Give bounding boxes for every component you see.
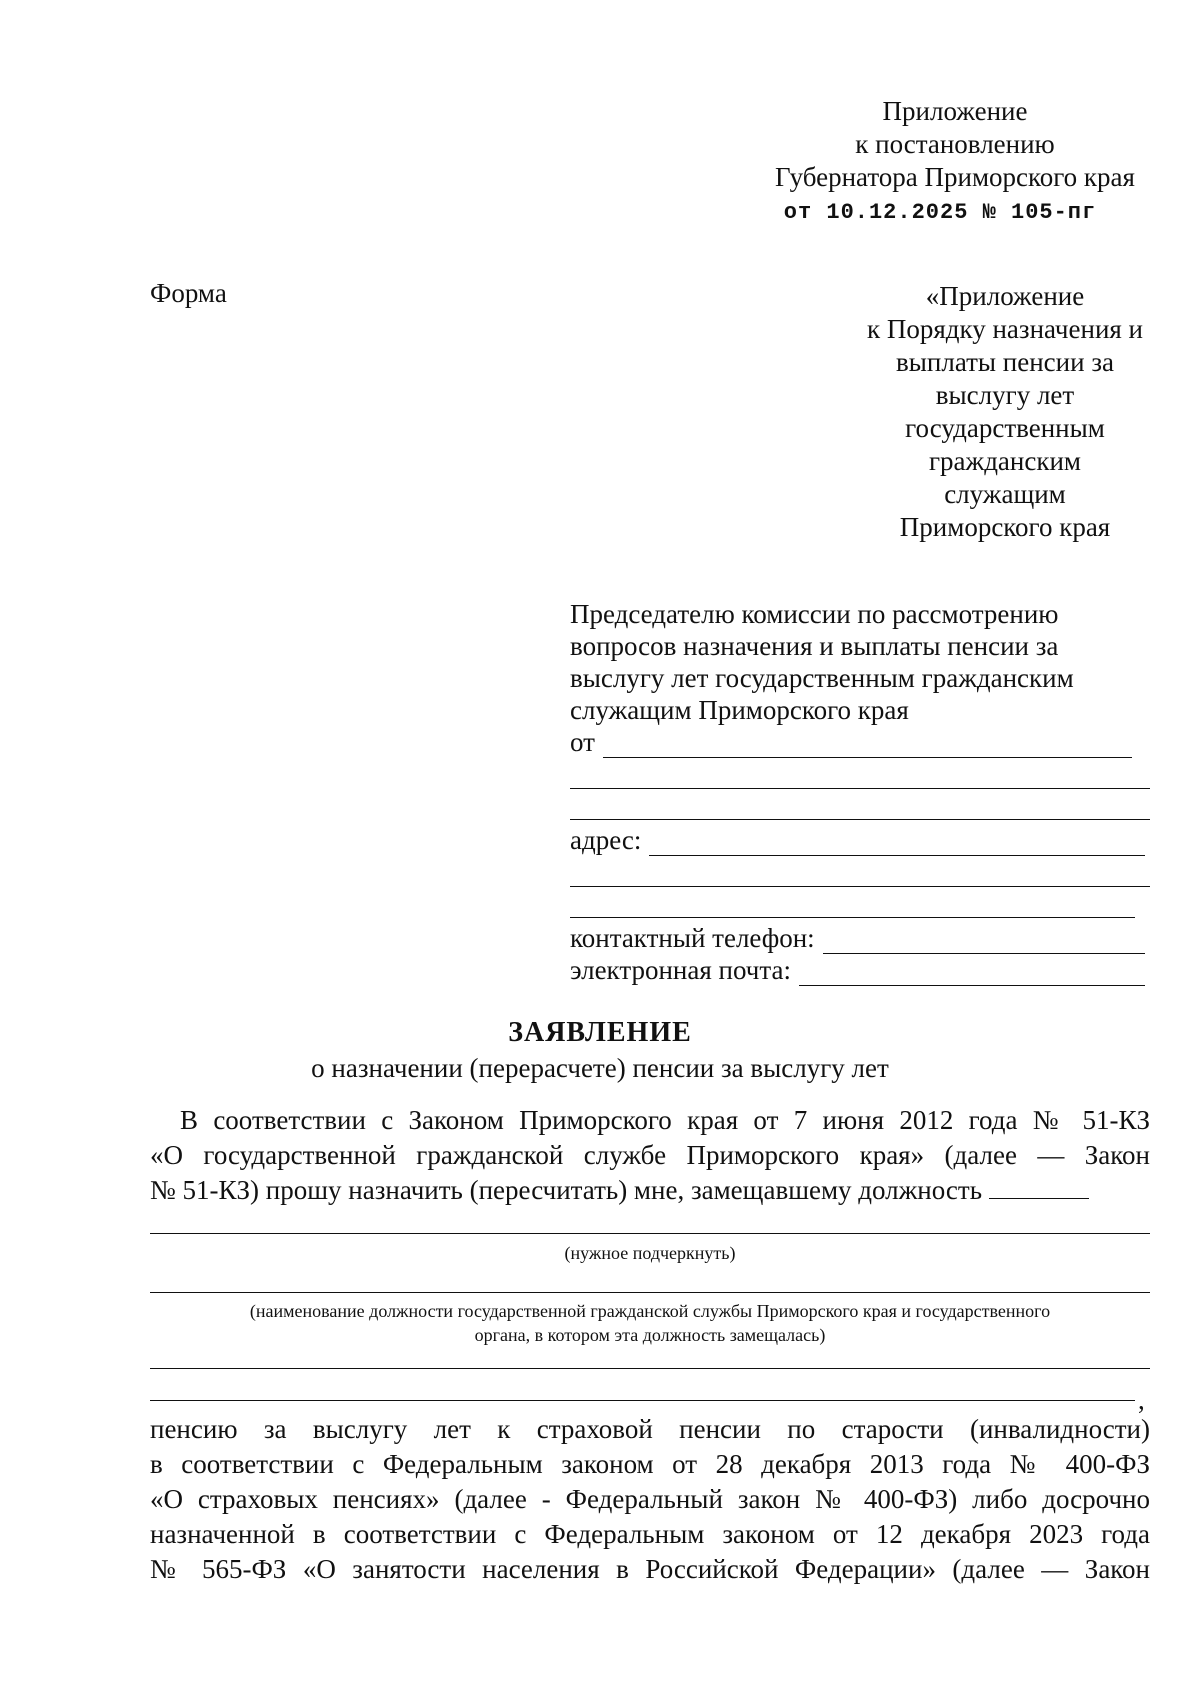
note-line: органа, в котором эта должность замещалась) xyxy=(474,1325,826,1345)
addressee-line: выслугу лет государственным гражданским xyxy=(570,663,1074,693)
addressee-line: Председателю комиссии по рассмотрению xyxy=(570,599,1059,629)
paragraph-line: «О государственной гражданской службе Приморского края» (далее — Закон xyxy=(150,1140,1150,1170)
paragraph-line: в соответствии с Федеральным законом от 28 декабря 2013 года № 400-ФЗ xyxy=(150,1449,1150,1479)
phone-field[interactable] xyxy=(823,929,1145,954)
order-appendix-line: выплаты пенсии за xyxy=(896,347,1114,377)
address-field-line-2[interactable] xyxy=(570,856,1150,887)
from-field-line-2[interactable] xyxy=(570,758,1150,789)
position-field-start[interactable] xyxy=(989,1178,1089,1199)
paragraph-line: В соответствии с Законом Приморского края от 7 июня 2012 года № 51-КЗ xyxy=(180,1105,1150,1135)
document-subtitle: о назначении (перерасчете) пенсии за выслугу лет xyxy=(311,1053,889,1083)
order-appendix-line: служащим xyxy=(944,479,1066,509)
position-name-field-line[interactable] xyxy=(150,1292,1150,1293)
order-appendix-line: к Порядку назначения и xyxy=(866,314,1144,344)
address-field[interactable] xyxy=(649,831,1145,856)
position-name-field-line-3[interactable] xyxy=(150,1400,1135,1401)
order-appendix-line: государственным xyxy=(905,413,1105,443)
order-appendix-line: Приморского края xyxy=(899,512,1111,542)
order-appendix-line: гражданским xyxy=(928,446,1082,476)
paragraph-line: № 565-ФЗ «О занятости населения в Российской Федерации» (далее — Закон xyxy=(150,1554,1150,1584)
order-appendix-line: выслугу лет xyxy=(935,380,1075,410)
position-name-field-line-2[interactable] xyxy=(150,1368,1150,1369)
paragraph-1 xyxy=(150,1103,1150,1208)
paragraph-line-text: № 51-КЗ) прошу назначить (пересчитать) мне, замещавшему должность xyxy=(150,1175,983,1205)
paragraph-line xyxy=(150,1173,1150,1208)
appendix-line: к постановлению xyxy=(855,129,1055,159)
note-line: (наименование должности государственной гражданской службы Приморского края и государственного xyxy=(249,1301,1051,1321)
order-appendix-header xyxy=(840,280,1170,544)
document-title: ЗАЯВЛЕНИЕ xyxy=(508,1017,692,1048)
email-label: электронная почта: xyxy=(570,955,791,985)
email-field[interactable] xyxy=(799,961,1145,986)
addressee-line: служащим Приморского края xyxy=(570,695,909,725)
phone-row xyxy=(570,922,1150,954)
paragraph-line: пенсию за выслугу лет к страховой пенсии по старости (инвалидности) xyxy=(150,1414,1150,1444)
appendix-line: Приложение xyxy=(882,96,1028,126)
paragraph-line: «О страховых пенсиях» (далее - Федеральный закон № 400-ФЗ) либо досрочно xyxy=(150,1484,1150,1514)
from-row xyxy=(570,726,1150,758)
address-row xyxy=(570,824,1150,856)
email-row xyxy=(570,954,1150,986)
address-label: адрес: xyxy=(570,825,642,855)
from-field[interactable] xyxy=(603,733,1132,758)
underline-note: (нужное подчеркнуть) xyxy=(564,1243,736,1263)
address-field-line-3[interactable] xyxy=(570,887,1135,918)
from-label: от xyxy=(570,727,595,757)
addressee-line: вопросов назначения и выплаты пенсии за xyxy=(570,631,1059,661)
paragraph-line: назначенной в соответствии с Федеральным законом от 12 декабря 2023 года xyxy=(150,1519,1150,1549)
form-label: Форма xyxy=(150,278,227,308)
appendix-line: Губернатора Приморского края xyxy=(775,162,1135,192)
paragraph-2 xyxy=(150,1412,1150,1587)
trailing-comma: , xyxy=(1138,1385,1145,1415)
position-name-note xyxy=(150,1299,1150,1347)
addressee-block xyxy=(570,598,1150,986)
decree-reference: от 10.12.2025 № 105-пг xyxy=(783,200,1097,225)
position-field-line[interactable] xyxy=(150,1233,1150,1234)
decree-appendix-header xyxy=(740,95,1170,229)
phone-label: контактный телефон: xyxy=(570,923,815,953)
order-appendix-line: «Приложение xyxy=(925,281,1085,311)
from-field-line-3[interactable] xyxy=(570,789,1150,820)
